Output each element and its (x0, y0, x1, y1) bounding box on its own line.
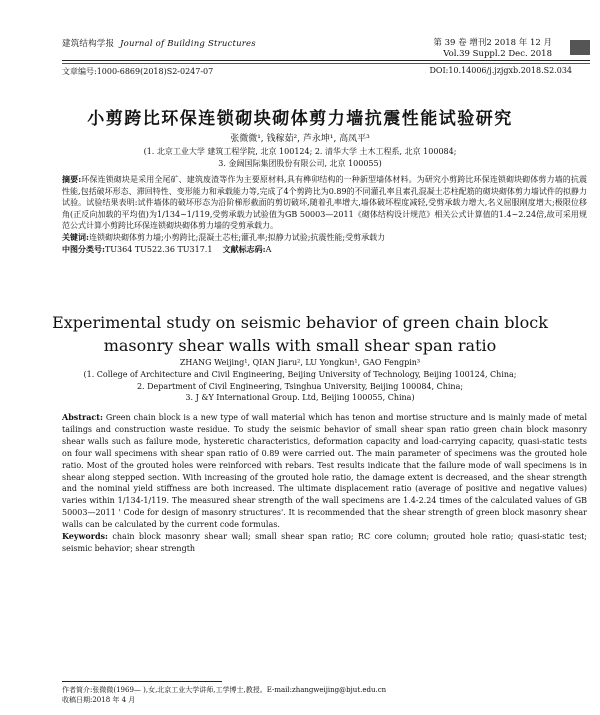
docmark-label: 文献标志码: (222, 243, 266, 254)
en-keywords (62, 531, 587, 555)
header-rule (62, 60, 590, 61)
en-abstract-text: Green chain block is a new type of wall material which has tenon and mortise structure and is mainly made of metal tailings and construction waste residue. To study the seismic behavior of small shear span ratio green chain block masonry shear walls such as failure mode, hysteretic characteristics, deformation capacity and load-carrying capacity, quasi-static tests on four wall specimens with shear span ratio of 0.89 were carried out. The main parameter of specimens was the grouted hole ratio. Most of the grouted holes were reinforced with rebars. Test results indicate that the failure mode of wall specimens is in shear along stepped section. With increasing of the grouted hole ratio, the damage extent is decreased, and the shear strength and the nominal yield stiffness are both increased. The ultimate displacement ratio (average of positive and negative values) varies within 1/134-1/119. The measured shear strength of the wall specimens are 1.4-2.24 times of the calculated values of GB 50003—2011 ' Code for design of masonry structures'. It is recommended that the shear strength of green block masonry shear walls can be calculated by the current code formulas. (62, 413, 587, 530)
en-keywords-text: chain block masonry shear wall; small shear span ratio; RC core column; grouted hole ratio; quasi-static test; seismic behavior; shear strength (62, 532, 588, 553)
article-ids (62, 66, 572, 77)
en-abstract-label: Abstract: (62, 412, 103, 422)
footnote-received: 收稿日期:2018 年 4 月 (62, 696, 136, 704)
header-rule-thin (62, 63, 590, 64)
cn-abstract-text: 环保连锁砌块是采用全尾矿、建筑废渣等作为主要原材料,具有榫卯结构的一种新型墙体材料。为研究小剪跨比环保连锁砌块砌体剪力墙的抗震性能,包括破坏形态、滞回特性、变形能力和承载能力等,完成了4个剪跨比为0.89的不同灌孔率且素孔混凝土芯柱配筋的砌块砌体剪力墙试件的拟静力试验。试验结果表明:试件墙体的破坏形态为沿阶梯形截面的剪切破坏,随着孔率增大,墙体破坏程度减轻,受剪承载力增大,名义屈服刚度增大;极限位移角(正反向加载的平均值)为1/134~1/119,受剪承载力试验值为GB 50003—2011《砌体结构设计规范》相关公式计算值的1.4~2.24倍,故可采用规范公式计算小剪跨比环保连锁砌块砌体剪力墙的受剪承载力。 (62, 175, 587, 231)
cn-affiliation-line: 3. 金阔国际集团股份有限公司, 北京 100055) (218, 159, 382, 168)
page-tab-mark (570, 40, 590, 55)
en-affiliation-line: 3. J &Y International Group. Ltd, Beijing 100055, China) (185, 393, 415, 402)
cn-authors: 张微微¹, 钱稼茹², 芦永坤¹, 高凤平³ (230, 134, 370, 144)
cn-keywords-text: 连锁砌块砌体剪力墙;小剪跨比;混凝土芯柱;灌孔率;拟静力试验;抗震性能;受剪承载力 (88, 232, 386, 242)
journal-name-en: Journal of Building Structures (120, 39, 256, 49)
footnote (62, 685, 386, 705)
en-title-line: Experimental study on seismic behavior of green chain block (52, 313, 548, 332)
en-title (0, 311, 600, 357)
clc-text: TU364 TU522.36 TU317.1 (104, 244, 213, 254)
cn-affiliation-line: (1. 北京工业大学 建筑工程学院, 北京 100124; 2. 清华大学 土木工程系, 北京 100084; (143, 147, 457, 156)
cn-keywords (62, 232, 587, 244)
en-keywords-label: Keywords: (62, 531, 109, 542)
clc-label: 中图分类号: (62, 243, 105, 254)
cn-title: 小剪跨比环保连锁砌块砌体剪力墙抗震性能试验研究 (87, 109, 513, 129)
en-abstract-block (62, 412, 587, 555)
volume-cn: 第 39 卷 增刊2 2018 年 12 月 (433, 38, 552, 48)
en-abstract (62, 412, 587, 531)
docmark-text: A (265, 244, 272, 254)
en-affiliations (0, 369, 600, 404)
cn-classification (62, 244, 587, 256)
journal-header (62, 37, 256, 49)
journal-name-cn: 建筑结构学报 (62, 39, 115, 49)
cn-abstract-label: 摘要: (62, 174, 82, 184)
en-affiliation-line: (1. College of Architecture and Civil Engineering, Beijing University of Technology, Beijing 100124, China; (83, 370, 517, 379)
footnote-author: 作者简介:张微微(1969— ),女,北京工业大学讲师,工学博士,教授。E-mail:zhangweijing@bjut.edu.cn (62, 686, 387, 694)
doc-id: 文章编号:1000-6869(2018)S2-0247-07 (62, 67, 214, 76)
en-authors: ZHANG Weijing¹, QIAN Jiaru², LU Yongkun¹, GAO Fengpin³ (179, 358, 421, 367)
doi: DOI:10.14006/j.jzjgxb.2018.S2.034 (429, 66, 572, 75)
cn-abstract (62, 174, 587, 232)
footnote-rule (62, 681, 222, 682)
cn-keywords-label: 关键词: (62, 231, 89, 242)
en-affiliation-line: 2. Department of Civil Engineering, Tsinghua University, Beijing 100084, China; (136, 381, 464, 391)
en-title-line: masonry shear walls with small shear span ratio (103, 336, 497, 355)
cn-abstract-block (62, 174, 587, 255)
volume-en: Vol.39 Suppl.2 Dec. 2018 (443, 49, 552, 59)
volume-info (433, 38, 552, 60)
cn-affiliations (0, 146, 600, 170)
